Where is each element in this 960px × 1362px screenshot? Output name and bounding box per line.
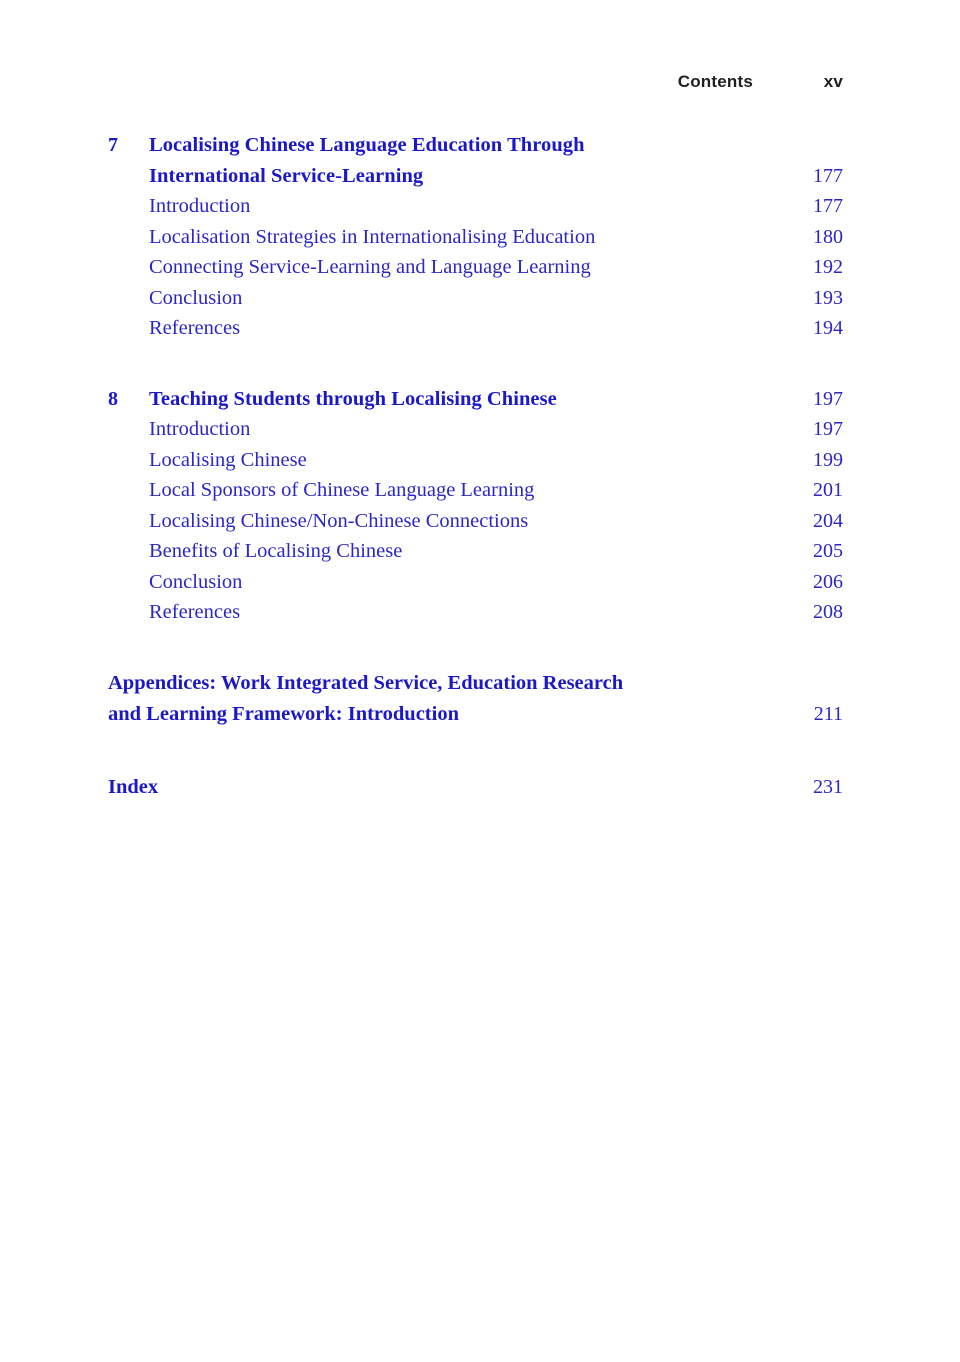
section-entry-row[interactable] [108,506,843,537]
section-page-number: 192 [813,256,843,278]
section-entry-row[interactable] [108,283,843,314]
chapter-block [108,130,843,344]
chapter-page-number: 197 [813,387,843,410]
chapter-title-line: Localising Chinese Language Education Through [149,134,585,156]
section-page-number: 199 [813,448,843,471]
appendices-title-row[interactable] [108,668,843,699]
chapter-title-line: International Service-Learning [149,164,424,187]
section-label: Localisation Strategies in Internationalising Education [149,225,596,248]
index-title-row[interactable] [108,772,843,803]
section-label: References [149,601,241,623]
running-head-title: Contents [677,72,753,91]
section-entry-row[interactable] [108,252,843,283]
section-label: Conclusion [149,286,243,309]
appendices-title-line: and Learning Framework: Introduction [108,702,459,725]
index-block [108,772,843,803]
section-page-number: 194 [813,317,843,339]
section-entry-row[interactable] [108,445,843,476]
section-label: Local Sponsors of Chinese Language Learning [149,479,535,501]
chapter-title-row[interactable] [108,384,843,415]
section-label: References [149,317,241,339]
section-page-number: 201 [813,479,843,501]
section-page-number: 180 [813,225,843,248]
index-title-line: Index [108,775,159,798]
section-label: Conclusion [149,570,243,593]
appendices-page-number: 211 [813,702,843,725]
section-entry-row[interactable] [108,475,843,506]
backmatter [108,668,843,803]
chapter-title-row[interactable] [108,161,843,192]
section-entry-row[interactable] [108,191,843,222]
section-label: Introduction [149,195,251,217]
section-page-number: 205 [813,540,843,562]
table-of-contents [108,130,843,803]
section-label: Localising Chinese/Non-Chinese Connections [149,509,529,532]
section-page-number: 193 [813,286,843,309]
section-label: Benefits of Localising Chinese [149,540,403,562]
chapter-title-line: Teaching Students through Localising Chinese [149,387,557,410]
running-head [108,72,843,98]
chapter-block [108,384,843,628]
chapter-number: 7 [108,134,118,156]
section-entry-row[interactable] [108,597,843,628]
section-page-number: 204 [813,509,843,532]
section-entry-row[interactable] [108,313,843,344]
section-entry-row[interactable] [108,222,843,253]
appendices-title-line: Appendices: Work Integrated Service, Education Research [108,671,624,694]
chapter-title-row[interactable] [108,130,843,161]
section-entry-row[interactable] [108,567,843,598]
chapter-page-number: 177 [813,164,843,187]
section-page-number: 177 [813,195,843,217]
section-page-number: 197 [813,418,843,440]
index-page-number: 231 [813,775,843,798]
section-label: Localising Chinese [149,448,307,471]
section-label: Introduction [149,418,251,440]
section-page-number: 206 [813,570,843,593]
section-entry-row[interactable] [108,536,843,567]
section-label: Connecting Service-Learning and Language Learning [149,256,591,278]
section-entry-row[interactable] [108,414,843,445]
running-head-folio: xv [823,72,843,91]
chapter-number: 8 [108,387,118,410]
appendices-block [108,668,843,730]
appendices-title-row[interactable] [108,699,843,730]
section-page-number: 208 [813,601,843,623]
